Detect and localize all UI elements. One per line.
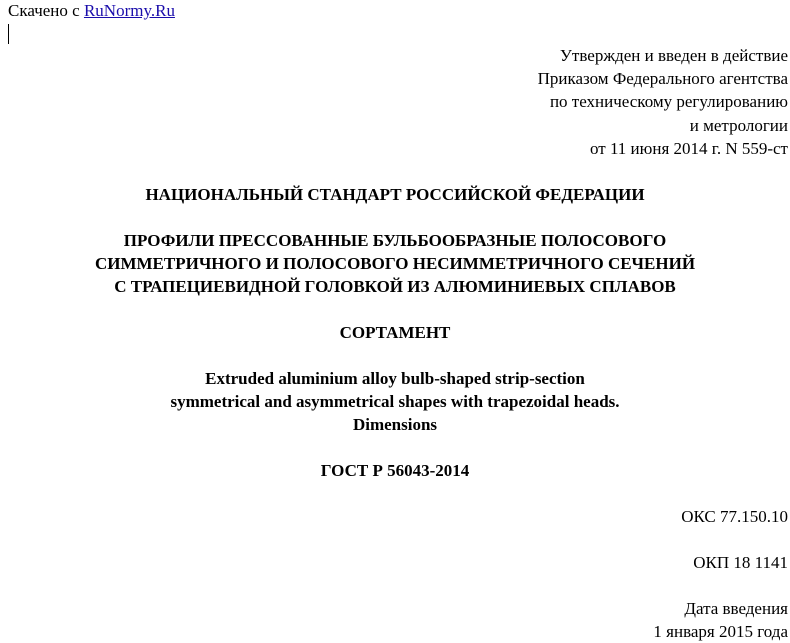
english-title xyxy=(0,367,790,436)
english-title-line: Dimensions xyxy=(352,415,438,434)
intro-date-value: 1 января 2015 года xyxy=(653,622,788,641)
oks-code: ОКС 77.150.10 xyxy=(681,507,788,526)
source-prefix: Скачено с xyxy=(8,1,84,20)
approval-line: Утвержден и введен в действие xyxy=(559,46,788,65)
approval-line: и метрологии xyxy=(689,115,788,135)
approval-line: Приказом Федерального агентства xyxy=(537,69,788,89)
okp-code: ОКП 18 1141 xyxy=(693,553,788,572)
approval-block xyxy=(388,44,788,160)
profile-title-line: ПРОФИЛИ ПРЕССОВАННЫЕ БУЛЬБООБРАЗНЫЕ ПОЛОСОВОГО xyxy=(123,231,667,250)
profile-title xyxy=(0,229,790,298)
source-line xyxy=(8,1,175,21)
gost-number: ГОСТ Р 56043-2014 xyxy=(320,461,470,480)
english-title-line: symmetrical and asymmetrical shapes with trapezoidal heads. xyxy=(170,392,620,411)
standard-title: НАЦИОНАЛЬНЫЙ СТАНДАРТ РОССИЙСКОЙ ФЕДЕРАЦИИ xyxy=(145,185,645,204)
text-cursor xyxy=(8,24,9,44)
profile-title-line: С ТРАПЕЦИЕВИДНОЙ ГОЛОВКОЙ ИЗ АЛЮМИНИЕВЫХ СПЛАВОВ xyxy=(114,277,676,296)
english-title-line: Extruded aluminium alloy bulb-shaped strip-section xyxy=(205,369,585,388)
approval-line: от 11 июня 2014 г. N 559-ст xyxy=(589,138,788,158)
intro-date-label: Дата введения xyxy=(684,599,788,618)
approval-line: по техническому регулированию xyxy=(549,92,788,112)
intro-date-block xyxy=(653,597,788,643)
source-link[interactable]: RuNormy.Ru xyxy=(83,1,175,20)
profile-title-line: СИММЕТРИЧНОГО И ПОЛОСОВОГО НЕСИММЕТРИЧНОГО СЕЧЕНИЙ xyxy=(94,254,696,273)
sortament-heading: СОРТАМЕНТ xyxy=(339,323,451,342)
